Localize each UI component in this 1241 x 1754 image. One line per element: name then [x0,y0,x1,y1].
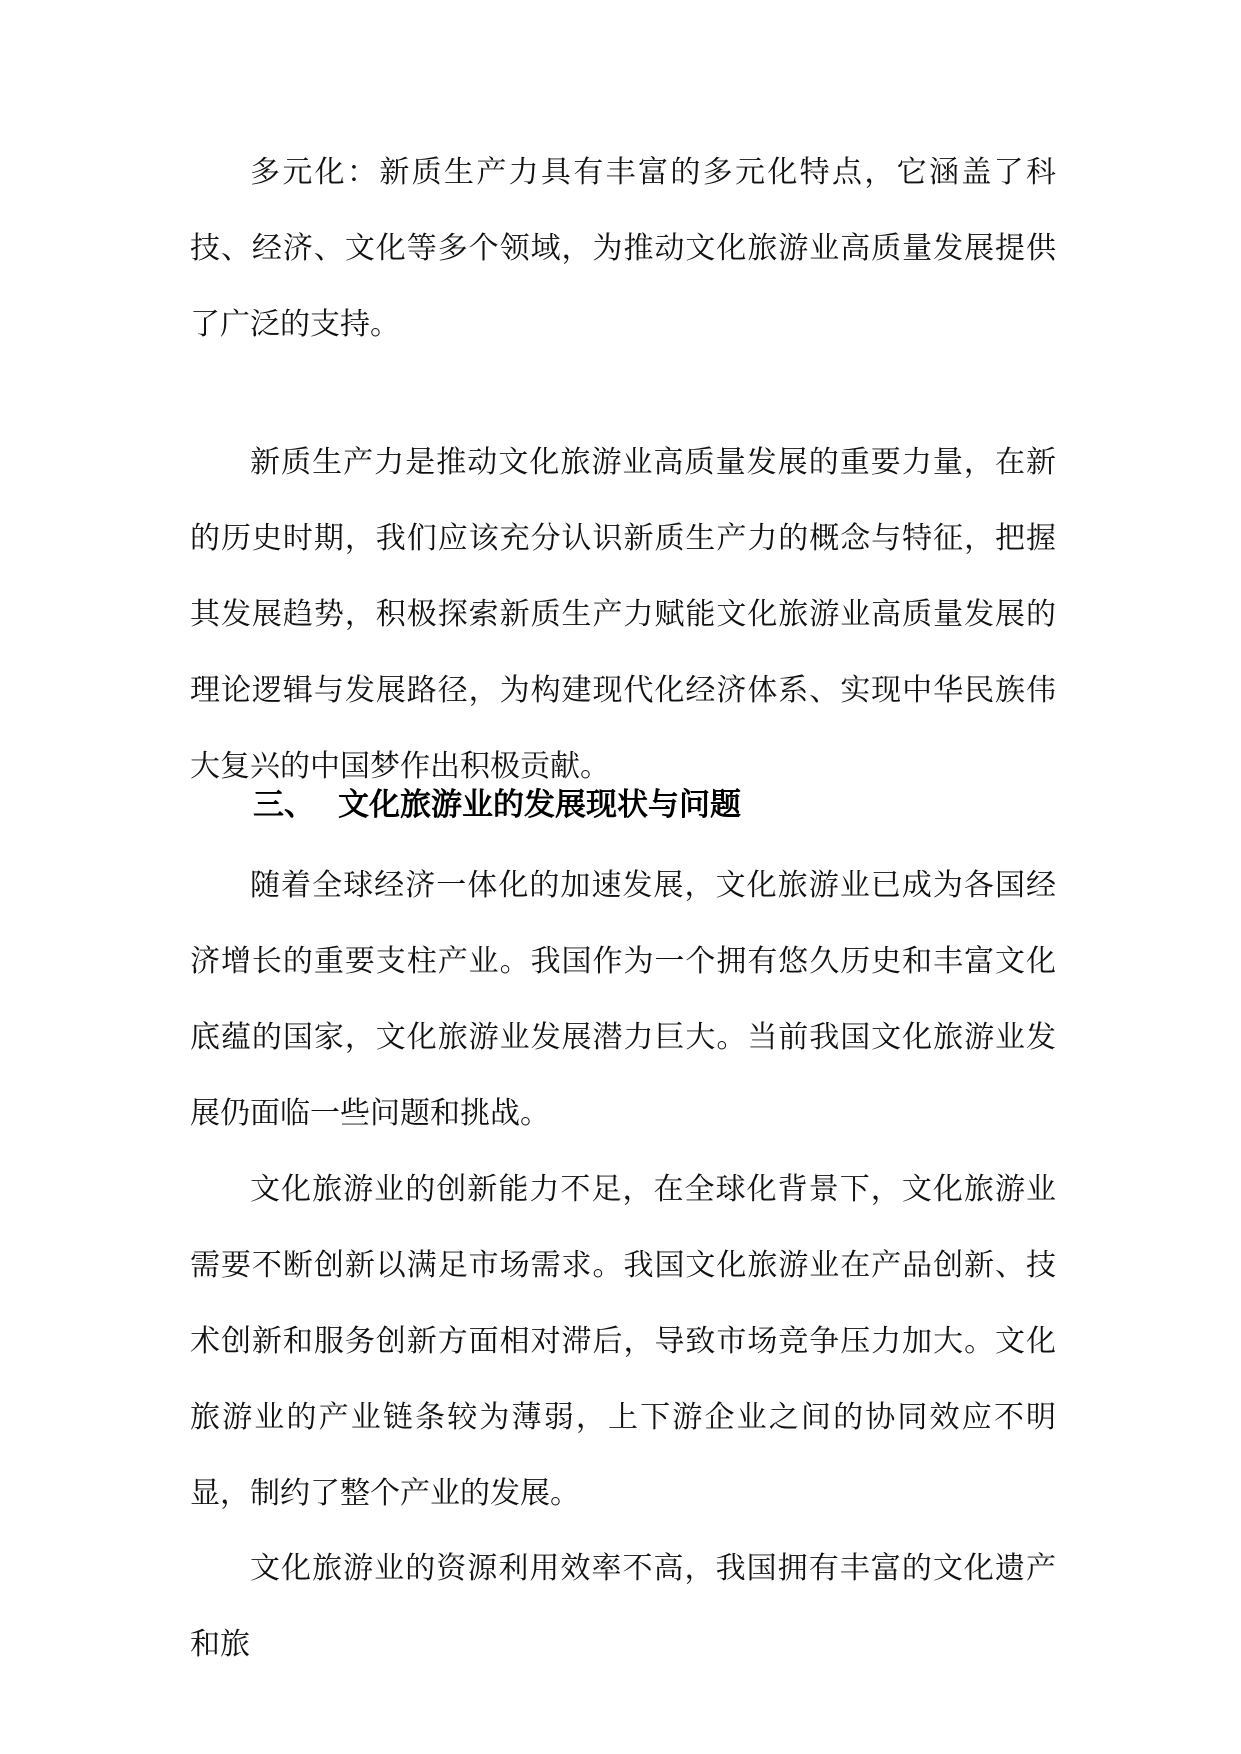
paragraph-innovation-capacity: 文化旅游业的创新能力不足，在全球化背景下，文化旅游业需要不断创新以满足市场需求。我国文化旅游业在产品创新、技术创新和服务创新方面相对滞后，导致市场竞争压力加大。文化旅游业的产业链条较为薄弱，上下游企业之间的协同效应不明显，制约了整个产业的发展。 [190,1172,1056,1511]
section-number: 三、 [253,787,315,823]
paragraph-development-status: 随着全球经济一体化的加速发展，文化旅游业已成为各国经济增长的重要支柱产业。我国作为一个拥有悠久历史和丰富文化底蕴的国家，文化旅游业发展潜力巨大。当前我国文化旅游业发展仍面临一些问题和挑战。 [190,868,1056,1131]
paragraph-resource-efficiency: 文化旅游业的资源利用效率不高，我国拥有丰富的文化遗产和旅 [190,1551,1056,1662]
paragraph-new-productivity-importance: 新质生产力是推动文化旅游业高质量发展的重要力量，在新的历史时期，我们应该充分认识新质生产力的概念与特征，把握其发展趋势，积极探索新质生产力赋能文化旅游业高质量发展的理论逻辑与发展路径，为构建现代化经济体系、实现中华民族伟大复兴的中国梦作出积极贡献。 [190,445,1056,784]
section-title: 文化旅游业的发展现状与问题 [338,787,741,823]
section-heading [253,783,741,827]
paragraph-diversification: 多元化：新质生产力具有丰富的多元化特点，它涵盖了科技、经济、文化等多个领域，为推动文化旅游业高质量发展提供了广泛的支持。 [190,155,1056,342]
